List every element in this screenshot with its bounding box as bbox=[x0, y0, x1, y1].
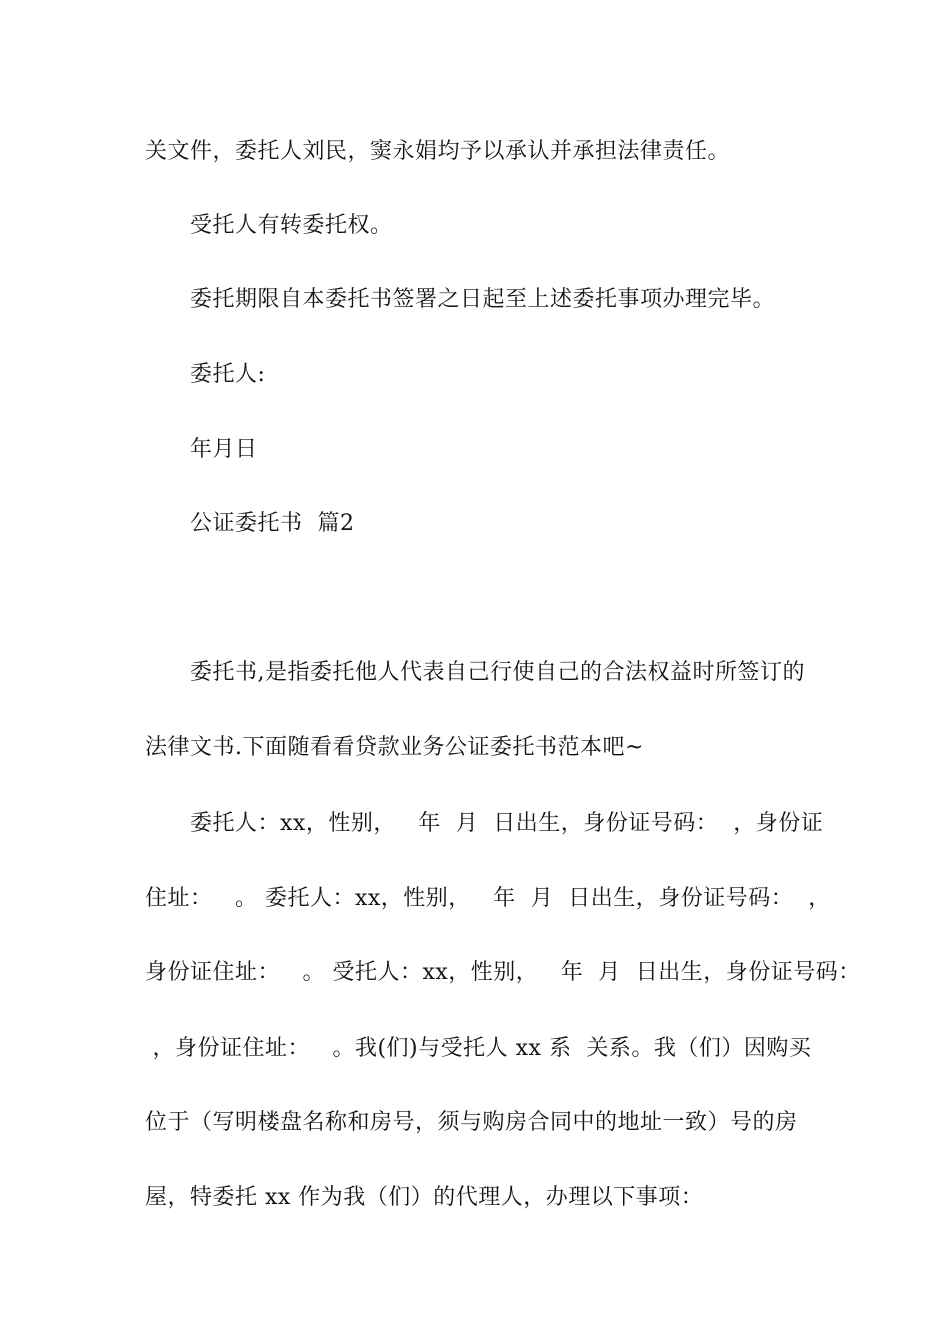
paragraph-line: 委托人：xx，性别， 年 月 日出生，身份证号码： ，身份证 bbox=[190, 811, 824, 836]
paragraph-line: 委托期限自本委托书签署之日起至上述委托事项办理完毕。 bbox=[190, 287, 776, 312]
paragraph-line: 位于（写明楼盘名称和房号，须与购房合同中的地址一致）号的房 bbox=[145, 1110, 798, 1135]
paragraph-line: 身份证住址： 。 受托人：xx，性别， 年 月 日出生，身份证号码： bbox=[145, 960, 861, 985]
section-heading: 公证委托书 篇2 bbox=[190, 511, 355, 536]
paragraph-line: 受托人有转委托权。 bbox=[190, 213, 393, 238]
paragraph-line: 屋，特委托 xx 作为我（们）的代理人，办理以下事项： bbox=[145, 1185, 704, 1210]
paragraph-line: 委托书,是指委托他人代表自己行使自己的合法权益时所签订的 bbox=[190, 660, 805, 685]
paragraph-line: 关文件，委托人刘民，窦永娟均予以承认并承担法律责任。 bbox=[145, 139, 731, 164]
paragraph-line: 法律文书.下面随看看贷款业务公证委托书范本吧~ bbox=[145, 735, 644, 760]
date-line: 年月日 bbox=[190, 437, 258, 462]
paragraph-line: ，身份证住址： 。我(们)与受托人 xx 系 关系。我（们）因购买 bbox=[145, 1036, 812, 1061]
paragraph-line: 委托人: bbox=[190, 362, 266, 387]
paragraph-line: 住址： 。 委托人：xx，性别， 年 月 日出生，身份证号码： ， bbox=[145, 886, 831, 911]
